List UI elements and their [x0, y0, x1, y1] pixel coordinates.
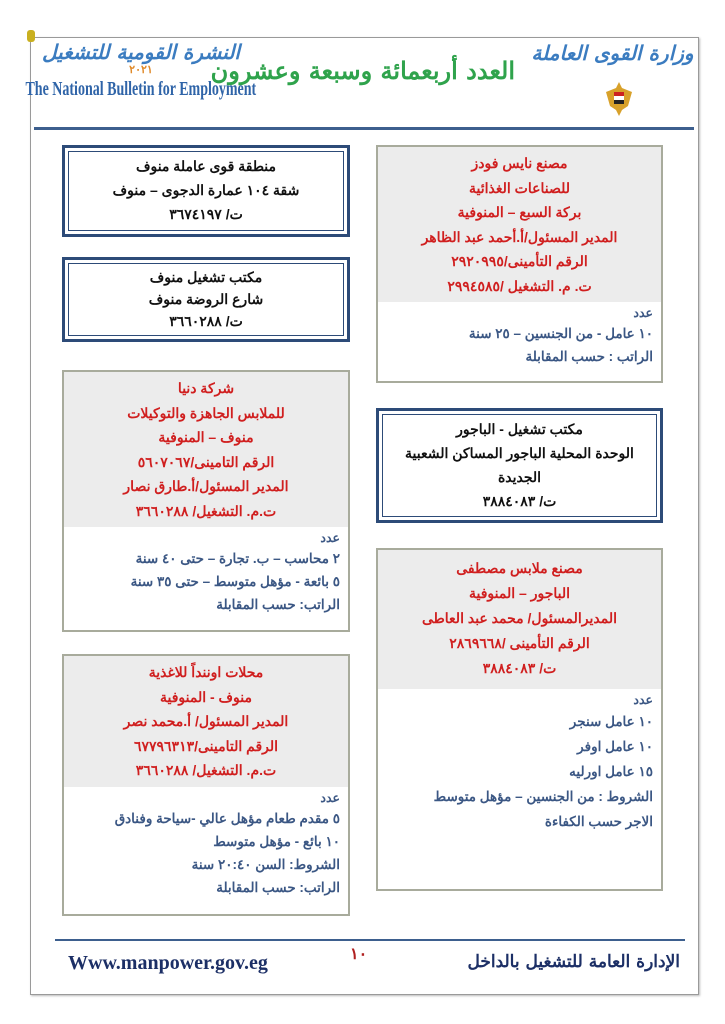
office-name: مكتب تشغيل - الباجور	[456, 421, 583, 437]
conditions-line: الشروط : من الجنسين – مؤهل متوسط	[433, 789, 653, 804]
job-line: ١٠ عامل سنجر	[569, 714, 653, 729]
job-line: ٥ مقدم طعام مؤهل عالي -سياحة وفنادق	[114, 810, 340, 826]
office-address: شقة ١٠٤ عمارة الدجوى – منوف	[112, 182, 300, 198]
company-location: منوف – المنوفية	[158, 429, 254, 445]
company-name: مصنع ملابس مصطفى	[456, 560, 583, 576]
right-column	[376, 145, 663, 891]
company-name: شركة دنيا	[177, 380, 235, 396]
company-info	[378, 550, 661, 689]
office-address: الوحدة المحلية الباجور المساكن الشعبية الجديدة	[405, 445, 634, 485]
job-line: ١٠ عامل - من الجنسين – ٢٥ سنة	[468, 326, 653, 341]
contact-box-bagour-office	[376, 408, 663, 523]
employment-number: ت.م. التشغيل/ ٣٦٦٠٢٨٨	[135, 502, 277, 519]
job-card-ontinda	[62, 654, 350, 916]
company-info	[378, 147, 661, 302]
page-number: ١٠	[350, 946, 368, 963]
office-name: مكتب تشغيل منوف	[149, 269, 263, 285]
job-details	[64, 527, 348, 620]
issue-title: العدد أربعمائة وسبعة وعشرون	[210, 56, 515, 85]
insurance-number: الرقم التامينى/٦٧٧٩٦٣١٣	[133, 737, 279, 754]
company-line: للملابس الجاهزة والتوكيلات	[127, 404, 285, 421]
salary-line: الاجر حسب الكفاءة	[544, 814, 653, 829]
left-column	[62, 145, 350, 916]
office-phone: ت/ ٣٦٧٤١٩٧	[169, 206, 243, 222]
salary-line: الراتب: حسب المقابلة	[216, 597, 340, 612]
job-line: ١٠ بائع - مؤهل متوسط	[213, 833, 340, 849]
salary-line: الراتب: حسب المقابلة	[216, 879, 340, 895]
salary-line: الراتب : حسب المقابلة	[525, 349, 653, 364]
bulletin-title-ar: النشرة القومية للتشغيل	[42, 40, 240, 64]
footer-divider	[55, 939, 685, 941]
company-name: مصنع نايس فودز	[471, 155, 568, 171]
job-details	[378, 689, 661, 838]
job-line: ٥ بائعة - مؤهل متوسط – حتى ٣٥ سنة	[130, 574, 340, 589]
department-name: الإدارة العامة للتشغيل بالداخل	[467, 952, 680, 972]
company-line: للصناعات الغذائية	[469, 179, 570, 196]
contact-box-manouf-office	[62, 257, 350, 342]
company-manager: المدير المسئول/ أ.محمد نصر	[123, 713, 289, 729]
count-label: عدد	[633, 306, 653, 320]
employment-number: ت. م. التشغيل /٢٩٩٤٥٨٥	[447, 277, 592, 294]
ministry-name: وزارة القوى العاملة	[531, 41, 694, 65]
company-location: الباجور – المنوفية	[469, 585, 570, 601]
header-divider	[34, 127, 694, 130]
company-phone: ت/ ٣٨٨٤٠٨٣	[482, 660, 557, 676]
website-link[interactable]: Www.manpower.gov.eg	[68, 952, 268, 974]
count-label: عدد	[633, 693, 653, 707]
job-line: ١٥ عامل اورليه	[569, 764, 653, 779]
company-manager: المديرالمسئول/ محمد عبد العاطى	[421, 610, 618, 626]
job-line: ١٠ عامل اوفر	[577, 739, 653, 754]
insurance-number: الرقم التأمينى/٢٩٢٠٩٩٥	[451, 253, 588, 269]
contact-box-manouf-region	[62, 145, 350, 237]
employment-number: ت.م. التشغيل/ ٣٦٦٠٢٨٨	[135, 762, 277, 778]
office-name: منطقة قوى عاملة منوف	[135, 158, 277, 174]
office-phone: ت/ ٣٨٨٤٠٨٣	[482, 493, 557, 509]
job-card-donia	[62, 370, 350, 632]
company-manager: المدير المسئول/أ.أحمد عبد الظاهر	[421, 228, 618, 245]
insurance-number: الرقم التأمينى /٢٨٦٩٦٦٨	[449, 635, 590, 651]
job-details	[378, 302, 661, 372]
office-phone: ت/ ٣٦٦٠٢٨٨	[169, 313, 243, 329]
company-info	[64, 656, 348, 787]
company-info	[64, 372, 348, 527]
job-line: ٢ محاسب – ب. تجارة – حتى ٤٠ سنة	[135, 551, 340, 566]
bulletin-title-en: The National Bulletin for Employment	[25, 78, 257, 100]
job-card-nice-foods	[376, 145, 663, 383]
bulletin-year: ٢٠٢١	[129, 64, 153, 76]
pin-icon	[27, 30, 35, 42]
count-label: عدد	[320, 790, 340, 805]
job-card-mostafa-clothes	[376, 548, 663, 891]
company-location: منوف - المنوفية	[159, 688, 253, 705]
egypt-eagle-emblem-icon	[604, 80, 634, 118]
company-location: بركة السبع – المنوفية	[457, 204, 582, 220]
conditions-line: الشروط: السن ٢٠:٤٠ سنة	[191, 856, 340, 872]
insurance-number: الرقم التامينى/٥٦٠٧٠٦٧	[137, 453, 275, 470]
company-manager: المدير المسئول/أ.طارق نصار	[123, 478, 289, 494]
count-label: عدد	[320, 531, 340, 545]
office-address: شارع الروضة منوف	[148, 291, 264, 307]
company-name: محلات اوننداً للاغذية	[148, 664, 264, 680]
job-details	[64, 787, 348, 903]
